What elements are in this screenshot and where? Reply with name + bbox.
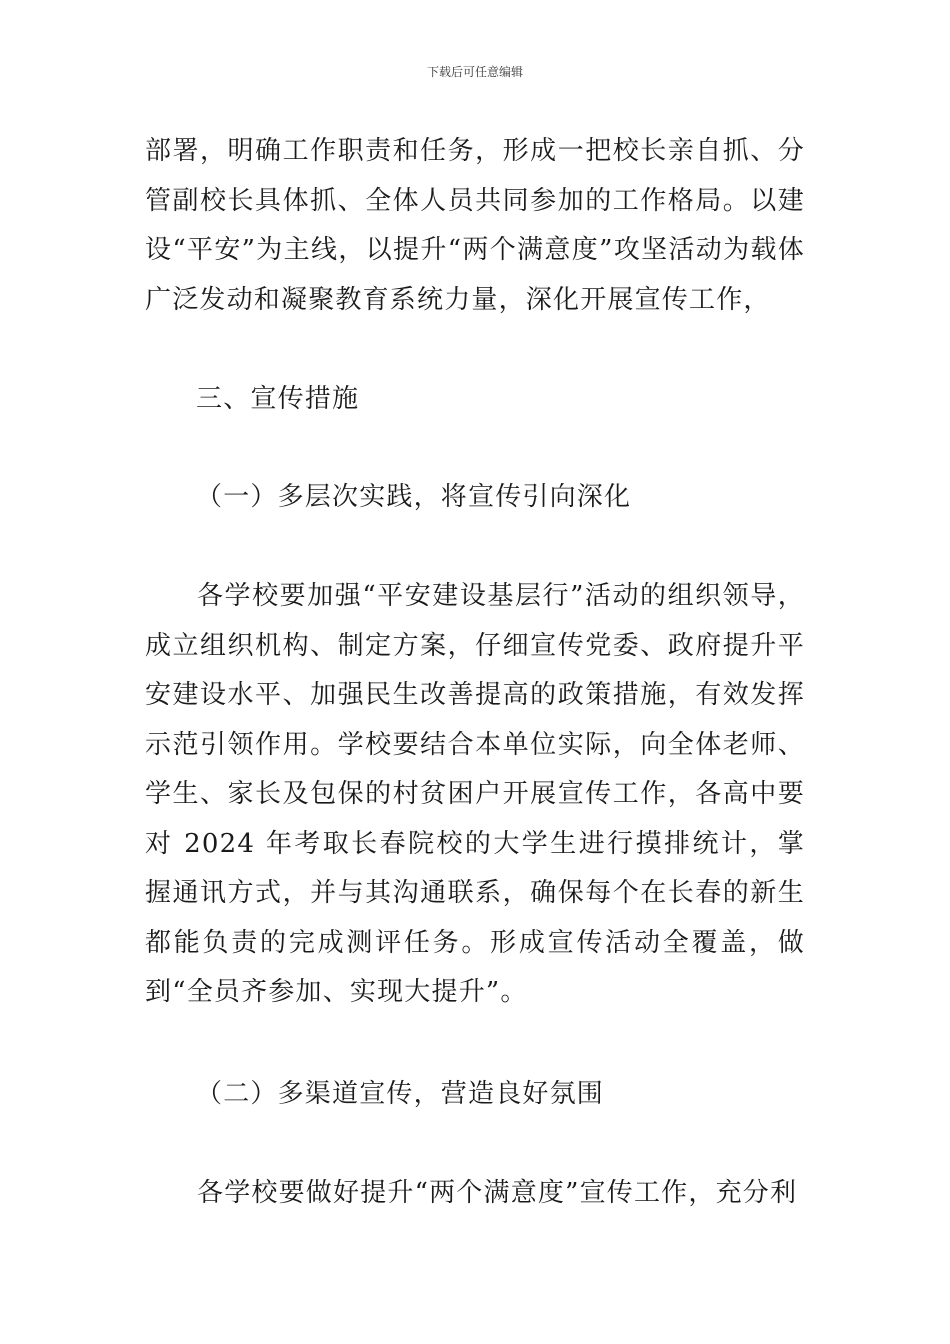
section-heading-measures: 三、宣传措施 [196, 384, 360, 414]
paragraph-deployment: 部署，明确工作职责和任务，形成一把校长亲自抓、分管副校长具体抓、全体人员共同参加的工作格局。以建设“平安”为主线，以提升“两个满意度”攻坚活动为载体广泛发动和凝聚教育系统力量，深化开展宣传工作， [145, 136, 805, 315]
paragraph-school-leadership: 各学校要加强“平安建设基层行”活动的组织领导，成立组织机构、制定方案，仔细宣传党委、政府提升平安建设水平、加强民生改善提高的政策措施，有效发挥示范引领作用。学校要结合本单位实际，向全体老师、学生、家长及包保的村贫困户开展宣传工作，各高中要对 2024 年考取长春院校的大学生进行摸排统计，掌握通讯方式，并与其沟通联系，确保每个在长春的新生都能负责的完成测评任务。形成宣传活动全覆盖，做到“全员齐参加、实现大提升”。 [145, 581, 805, 1007]
subheading-multichannel-publicity: （二）多渠道宣传，营造良好氛围 [196, 1079, 605, 1109]
page-header-note: 下载后可任意编辑 [426, 65, 523, 79]
subheading-multilevel-practice: （一）多层次实践，将宣传引向深化 [196, 482, 632, 512]
paragraph-satisfaction-publicity: 各学校要做好提升“两个满意度”宣传工作，充分利 [197, 1178, 798, 1208]
